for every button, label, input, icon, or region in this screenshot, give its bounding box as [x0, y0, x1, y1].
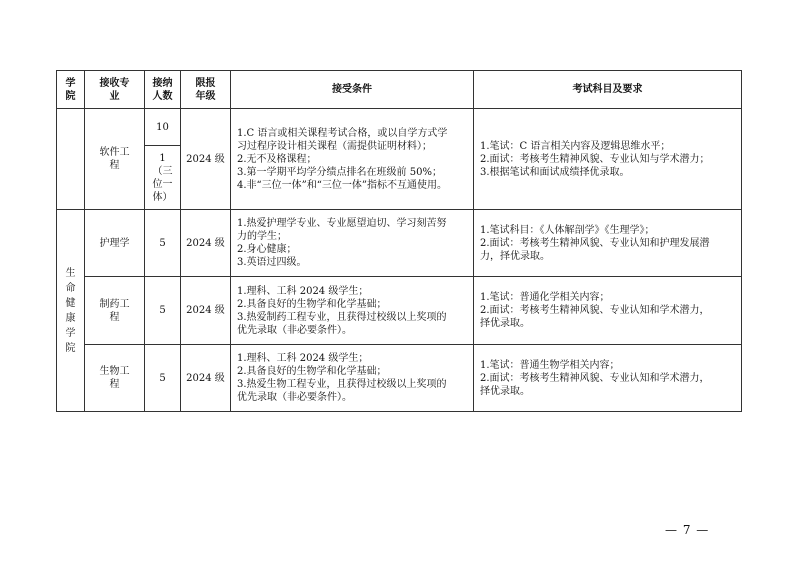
major-cell: 生物工 程	[85, 345, 145, 412]
table-row	[57, 210, 742, 277]
major-cell: 制药工 程	[85, 277, 145, 345]
exam-cell: 1.笔试科目：《人体解剖学》《生理学》； 2.面试：考核考生精神风貌、专业认知和护理发展潜 力，择优录取。	[474, 210, 742, 277]
conditions-cell: 1.C 语言或相关课程考试合格，或以自学方式学 习过程序设计相关课程（需提供证明材料）； 2.无不及格课程； 3.第一学期平均学分绩点排名在班级前 50%； 4.非“三位一体”和“三位一体”指标不互通使用。	[231, 109, 474, 210]
major-cell: 软件工 程	[85, 109, 145, 210]
quota-cell: 5	[145, 345, 181, 412]
header-exam: 考试科目及要求	[474, 71, 742, 109]
quota-cell: 10	[145, 109, 181, 146]
admission-table	[56, 70, 742, 412]
header-major: 接收专 业	[85, 71, 145, 109]
header-college: 学 院	[57, 71, 85, 109]
quota-cell-three-in-one: 1 （三 位一 体）	[145, 146, 181, 210]
major-cell: 护理学	[85, 210, 145, 277]
college-cell-empty	[57, 109, 85, 210]
header-grade: 限报 年级	[181, 71, 231, 109]
exam-cell: 1.笔试：C 语言相关内容及逻辑思维水平； 2.面试：考核考生精神风貌、专业认知与学术潜力； 3.根据笔试和面试成绩择优录取。	[474, 109, 742, 210]
college-cell: 生 命 健 康 学 院	[57, 210, 85, 412]
header-conditions: 接受条件	[231, 71, 474, 109]
exam-cell: 1.笔试：普通化学相关内容； 2.面试：考核考生精神风貌、专业认知和学术潜力， 择优录取。	[474, 277, 742, 345]
conditions-cell: 1.热爱护理学专业、专业愿望迫切、学习刻苦努 力的学生； 2.身心健康； 3.英语过四级。	[231, 210, 474, 277]
table-row	[57, 345, 742, 412]
grade-cell: 2024 级	[181, 345, 231, 412]
quota-cell: 5	[145, 210, 181, 277]
header-row	[57, 71, 742, 109]
grade-cell: 2024 级	[181, 210, 231, 277]
header-quota: 接纳 人数	[145, 71, 181, 109]
table-row	[57, 277, 742, 345]
quota-cell: 5	[145, 277, 181, 345]
conditions-cell: 1.理科、工科 2024 级学生； 2.具备良好的生物学和化学基础； 3.热爱制药工程专业，且获得过校级以上奖项的 优先录取（非必要条件）。	[231, 277, 474, 345]
table-row	[57, 109, 742, 146]
conditions-cell: 1.理科、工科 2024 级学生； 2.具备良好的生物学和化学基础； 3.热爱生物工程专业，且获得过校级以上奖项的 优先录取（非必要条件）。	[231, 345, 474, 412]
page-number: — 7 —	[665, 523, 710, 537]
grade-cell: 2024 级	[181, 277, 231, 345]
grade-cell: 2024 级	[181, 109, 231, 210]
exam-cell: 1.笔试：普通生物学相关内容； 2.面试：考核考生精神风貌、专业认知和学术潜力， 择优录取。	[474, 345, 742, 412]
